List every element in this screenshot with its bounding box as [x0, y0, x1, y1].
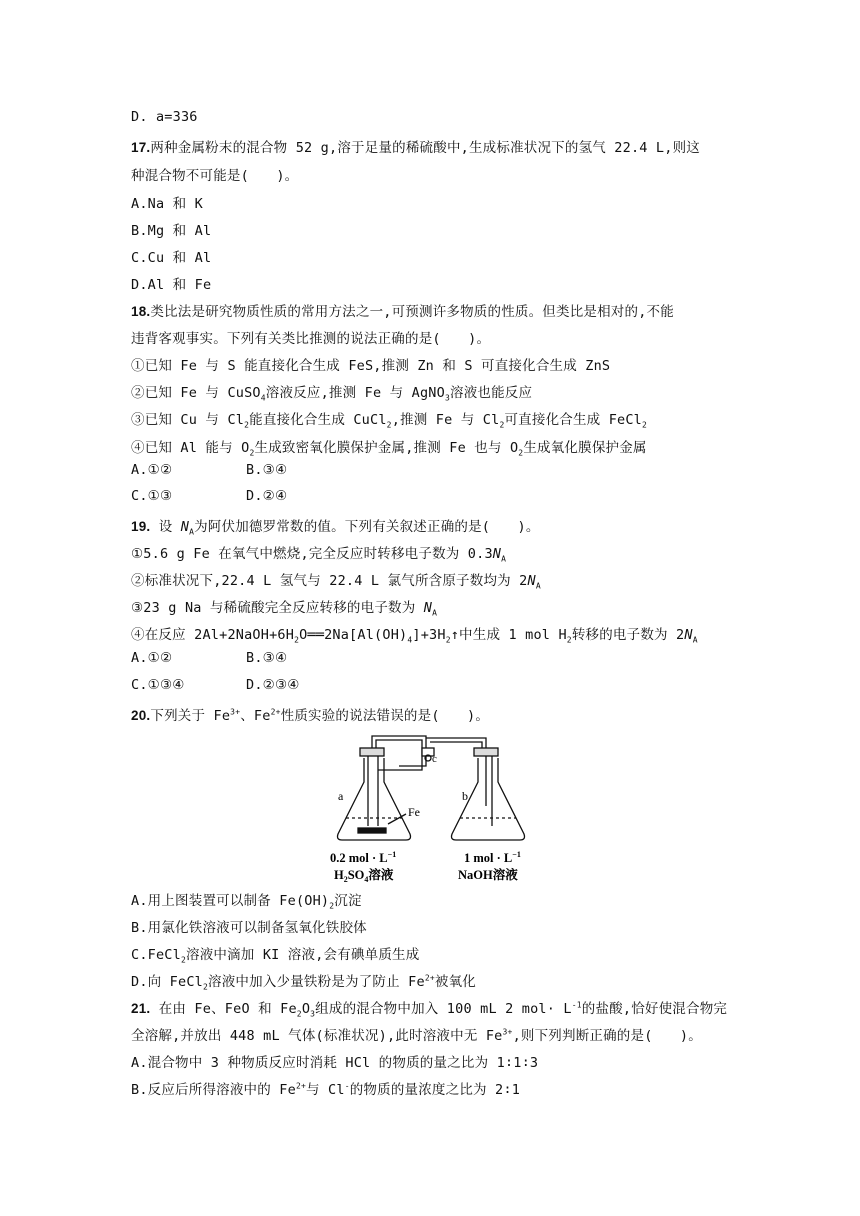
q19-statement-3: ③23 g Na 与稀硫酸完全反应转移的电子数为 $N_A$ [131, 600, 438, 618]
q20-stem: 20.下列关于 $Fe^{3+}$、$Fe^{2+}$性质实验的说法错误的是( )。 [131, 707, 490, 724]
q19-statement-4: ④在反应 $2Al+2NaOH+6H_2O══2Na[Al(OH)_4]+3H_2↑$中生成 1 mol $H_2$转移的电子数为 $2N_A$ [131, 627, 698, 645]
q17-stem-line-1 [131, 136, 700, 156]
q18-statement-3: ③已知 Cu 与 $Cl_2$能直接化合生成 CuCl$_2$,推测 Fe 与 $Cl_2$可直接化合生成 FeCl$_2$ [131, 412, 648, 430]
q17-option-b: B.Mg 和 Al [131, 223, 212, 239]
q18-statement-1: ①已知 Fe 与 S 能直接化合生成 FeS,推测 Zn 和 S 可直接化合生成 ZnS [131, 358, 611, 374]
q17-stem-text-1: 两种金属粉末的混合物 52 g,溶于足量的稀硫酸中,生成标准状况下的氢气 22.4 L,则这 [150, 140, 700, 156]
q19-option-b: B.③④ [246, 650, 288, 666]
q17-option-a: A.Na 和 K [131, 196, 203, 212]
q18-options-row-1 [131, 462, 288, 478]
q20-option-c: C.FeCl$_2$溶液中滴加 KI 溶液,会有碘单质生成 [131, 947, 420, 965]
q18-option-a: A.①② [131, 462, 173, 478]
q18-stem-text-1: 类比法是研究物质性质的常用方法之一,可预测许多物质的性质。但类比是相对的,不能 [150, 304, 674, 320]
right-concentration: 1 mol · $L^{-1}$ [464, 850, 521, 865]
q19-option-c: C.①③④ [131, 677, 185, 693]
q19-statement-2: ②标准状况下,22.4 L 氢气与 22.4 L 氯气所含原子数均为 $2N_A$ [131, 573, 541, 591]
q16-option-d: D. a=336 [131, 109, 198, 125]
q17-number: 17. [131, 140, 151, 155]
q17-option-d: D.Al 和 Fe [131, 277, 212, 293]
flask-b-label: b [462, 789, 468, 803]
q21-option-a: A.混合物中 3 种物质反应时消耗 HCl 的物质的量之比为 1∶1∶3 [131, 1055, 539, 1071]
q21-option-b: B.反应后所得溶液中的 $Fe^{2+}$与 Cl-的物质的量浓度之比为 2∶1 [131, 1081, 521, 1098]
right-solution: NaOH溶液 [458, 868, 518, 882]
q18-option-c: C.①③ [131, 488, 173, 504]
q19-options-row-2 [131, 677, 300, 693]
q19-options-row-1 [131, 650, 288, 666]
q18-statement-2: ②已知 Fe 与 CuSO$_4$溶液反应,推测 Fe 与 AgNO$_3$溶液也能反应 [131, 385, 533, 403]
q18-option-b: B.③④ [246, 462, 288, 478]
q20-option-a: A.用上图装置可以制备 $Fe(OH)_2$沉淀 [131, 893, 362, 911]
left-solution: $H_2SO_4$溶液 [334, 868, 394, 884]
left-concentration: 0.2 mol · $L^{-1}$ [330, 850, 397, 865]
q19-option-a: A.①② [131, 650, 173, 666]
stopcock-c-label: c [432, 753, 437, 765]
q17-option-c: C.Cu 和 Al [131, 250, 212, 266]
q18-stem-line-1 [131, 300, 674, 320]
q18-option-d: D.②④ [246, 488, 288, 504]
q17-stem-line-2: 种混合物不可能是( )。 [131, 168, 299, 184]
q20-option-b: B.用氯化铁溶液可以制备氢氧化铁胶体 [131, 920, 367, 936]
q21-number: 21. [131, 1001, 151, 1016]
q18-options-row-2 [131, 488, 288, 504]
fe-label: Fe [408, 805, 420, 819]
q18-number: 18. [131, 304, 151, 319]
flask-a-label: a [338, 789, 344, 803]
q20-number: 20. [131, 708, 151, 723]
q21-stem-line-2: 全溶解,并放出 448 mL 气体(标准状况),此时溶液中无 $Fe^{3+}$,则下列判断正确的是( )。 [131, 1027, 702, 1044]
apparatus-figure [326, 726, 538, 886]
q19-statement-1: ①5.6 g Fe 在氧气中燃烧,完全反应时转移电子数为 $0.3N_A$ [131, 546, 507, 564]
q21-stem-line-1: 21. 在由 Fe、FeO 和 $Fe_2O_3$组成的混合物中加入 100 mL 2 $mol\cdot L^{-1}$的盐酸,恰好使混合物完 [131, 1000, 728, 1019]
q18-statement-4: ④已知 Al 能与 $O_2$生成致密氧化膜保护金属,推测 Fe 也与 $O_2$生成氧化膜保护金属 [131, 440, 647, 458]
q19-number: 19. [131, 519, 151, 534]
q19-stem: 19. 设 $N_A$为阿伏加德罗常数的值。下列有关叙述正确的是( )。 [131, 519, 540, 537]
q20-option-d: D.向 FeCl$_2$溶液中加入少量铁粉是为了防止 $Fe^{2+}$被氧化 [131, 973, 476, 992]
q19-option-d: D.②③④ [246, 677, 300, 693]
q18-stem-line-2: 违背客观事实。下列有关类比推测的说法正确的是( )。 [131, 331, 491, 347]
